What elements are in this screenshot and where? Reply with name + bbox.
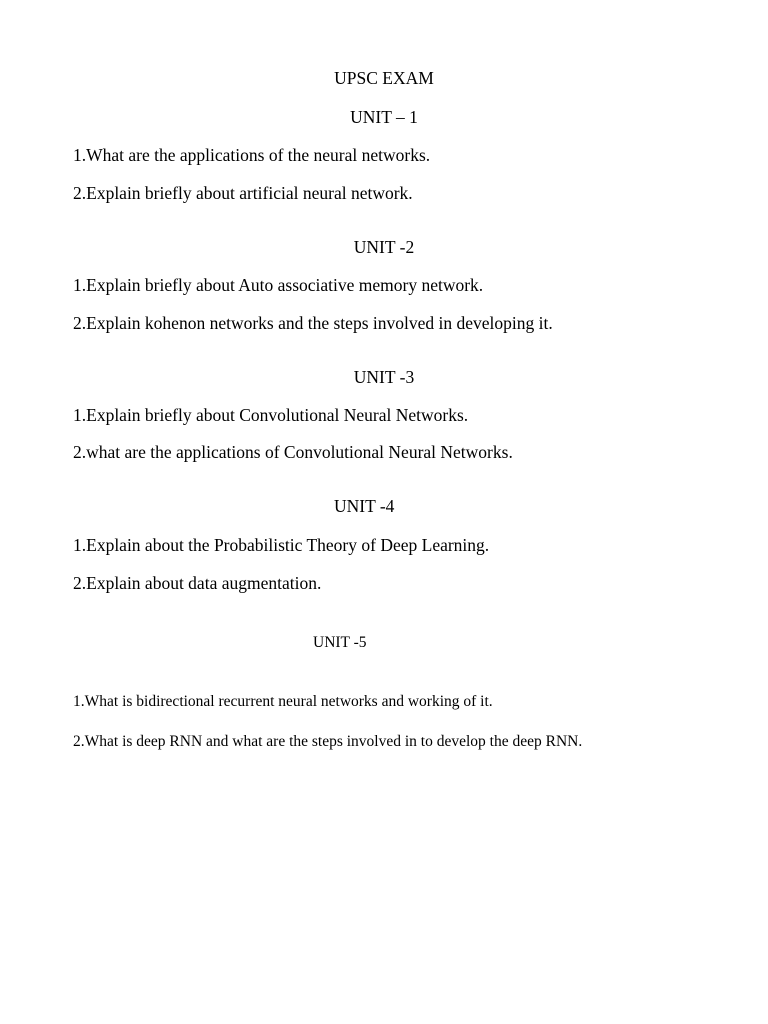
- unit-4-question-1: 1.Explain about the Probabilistic Theory of Deep Learning.: [73, 535, 490, 555]
- unit-5-question-2: 2.What is deep RNN and what are the steps involved in to develop the deep RNN.: [73, 733, 583, 750]
- unit-2-question-2: 2.Explain kohenon networks and the steps involved in developing it.: [73, 313, 553, 333]
- unit-1-heading: UNIT – 1: [350, 107, 418, 127]
- unit-1-question-1: 1.What are the applications of the neural networks.: [73, 145, 431, 165]
- unit-5-question-1: 1.What is bidirectional recurrent neural networks and working of it.: [73, 693, 493, 710]
- unit-5-heading: UNIT -5: [313, 634, 367, 651]
- unit-2-question-1: 1.Explain briefly about Auto associative memory network.: [73, 275, 484, 295]
- unit-2-heading: UNIT -2: [353, 237, 415, 257]
- unit-1-question-2: 2.Explain briefly about artificial neural network.: [73, 183, 413, 203]
- unit-4-heading: UNIT -4: [334, 496, 395, 516]
- unit-3-heading: UNIT -3: [353, 367, 415, 387]
- unit-3-question-1: 1.Explain briefly about Convolutional Neural Networks.: [73, 405, 469, 425]
- unit-3-question-2: 2.what are the applications of Convolutional Neural Networks.: [73, 442, 513, 462]
- document-title: UPSC EXAM: [334, 68, 434, 88]
- unit-4-question-2: 2.Explain about data augmentation.: [73, 573, 322, 593]
